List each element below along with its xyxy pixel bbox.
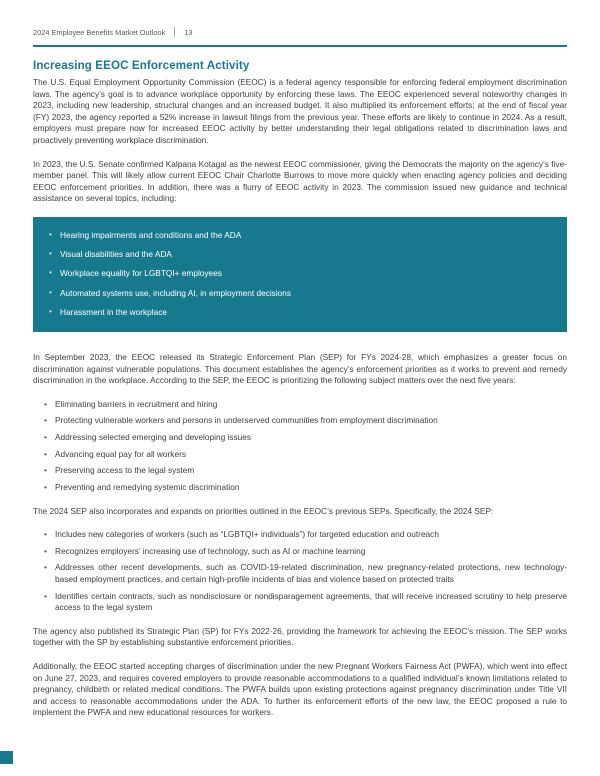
sep-priorities-list bbox=[43, 399, 567, 494]
header-rule bbox=[33, 45, 567, 47]
paragraph-sep2024: The 2024 SEP also incorporates and expands on priorities outlined in the EEOC’s previous SEPs. Specifically, the 2024 SEP: bbox=[33, 505, 494, 516]
paragraph-commissioner: In 2023, the U.S. Senate confirmed Kalpana Kotagal as the newest EEOC commissioner, giving the Democrats the majority on the agency’s five-member panel. This will likely allow current EEOC Chair Charlotte Burrows to move more quickly when enacting agency policies and deciding EEOC enforcement priorities. In addition, there was a flurry of EEOC activity in 2023. The commission issued new guidance and technical assistance on several topics, including: bbox=[33, 158, 567, 204]
list-item: • Addressing selected emerging and developing issues bbox=[43, 432, 567, 444]
corner-accent-square bbox=[0, 751, 13, 764]
paragraph-sep: In September 2023, the EEOC released its Strategic Enforcement Plan (SEP) for FYs 2024-28, which emphasizes a greater focus on discrimination against vulnerable populations. This document establishes the agency’s enforcement priorities as it works to prevent and remedy discrimination in the workplace. According to the SEP, the EEOC is prioritizing the following subject matters over the next five years: bbox=[33, 352, 567, 386]
paragraph-intro: The U.S. Equal Employment Opportunity Commission (EEOC) is a federal agency responsible for enforcing federal employment discrimination laws. The agency’s goal is to advance workplace opportunity by enforcing these laws. The EEOC experienced several noteworthy changes in 2023, including new leadership, structural changes and an increased budget. It also multiplied its enforcement efforts; at the end of fiscal year (FY) 2023, the agency reported a 52% increase in lawsuit filings from the previous year. These efforts are likely to continue in 2024. As a result, employers must prepare now for increased EEOC activity by better understanding their legal obligations related to discrimination laws and proactively preventing workplace discrimination. bbox=[33, 77, 567, 146]
list-item: • Eliminating barriers in recruitment and hiring bbox=[43, 399, 567, 411]
header-divider bbox=[174, 27, 175, 37]
callout-item: • Automated systems use, including AI, in employment decisions bbox=[47, 284, 553, 303]
callout-item: • Visual disabilities and the ADA bbox=[47, 245, 553, 264]
document-title: 2024 Employee Benefits Market Outlook bbox=[33, 27, 166, 37]
callout-item: • Workplace equality for LGBTQI+ employees bbox=[47, 264, 553, 283]
page-number: 13 bbox=[184, 27, 193, 37]
list-item: • Includes new categories of workers (such as “LGBTQI+ individuals”) for targeted education and outreach bbox=[43, 529, 567, 541]
section-heading: Increasing EEOC Enforcement Activity bbox=[33, 59, 250, 72]
callout-box bbox=[33, 217, 567, 332]
list-item: • Protecting vulnerable workers and persons in underserved communities from employment discrimination bbox=[43, 415, 567, 427]
list-item: • Identifies certain contracts, such as nondisclosure or nondisparagement agreements, that will receive increased scrutiny to help preserve access to the legal system bbox=[43, 591, 567, 614]
list-item: • Preserving access to the legal system bbox=[43, 465, 567, 477]
list-item: • Addresses other recent developments, such as COVID-19-related discrimination, new pregnancy-related protections, new technology-based employment practices, and certain high-profile incidents of bias and violence based on protected traits bbox=[43, 562, 567, 585]
callout-item: • Harassment in the workplace bbox=[47, 303, 553, 322]
paragraph-strategic-plan: The agency also published its Strategic Plan (SP) for FYs 2022-26, providing the framework for achieving the EEOC’s mission. The SEP works together with the SP by establishing substantive enforcement priorities. bbox=[33, 625, 567, 648]
list-item: • Recognizes employers’ increasing use of technology, such as AI or machine learning bbox=[43, 546, 567, 558]
list-item: • Advancing equal pay for all workers bbox=[43, 449, 567, 461]
list-item: • Preventing and remedying systemic discrimination bbox=[43, 482, 567, 494]
page-header bbox=[33, 27, 567, 37]
callout-item: • Hearing impairments and conditions and the ADA bbox=[47, 226, 553, 245]
sep2024-list bbox=[43, 529, 567, 614]
paragraph-pwfa: Additionally, the EEOC started accepting charges of discrimination under the new Pregnant Workers Fairness Act (PWFA), which went into effect on June 27, 2023, and requires covered employers to provide reasonable accommodations to a qualified individual’s known limitations related to pregnancy, childbirth or related medical conditions. The PWFA builds upon existing protections against pregnancy discrimination under Title VII and access to reasonable accommodations under the ADA. To further its enforcement efforts of the new law, the EEOC proposed a rule to implement the PWFA and new educational resources for workers. bbox=[33, 661, 567, 718]
